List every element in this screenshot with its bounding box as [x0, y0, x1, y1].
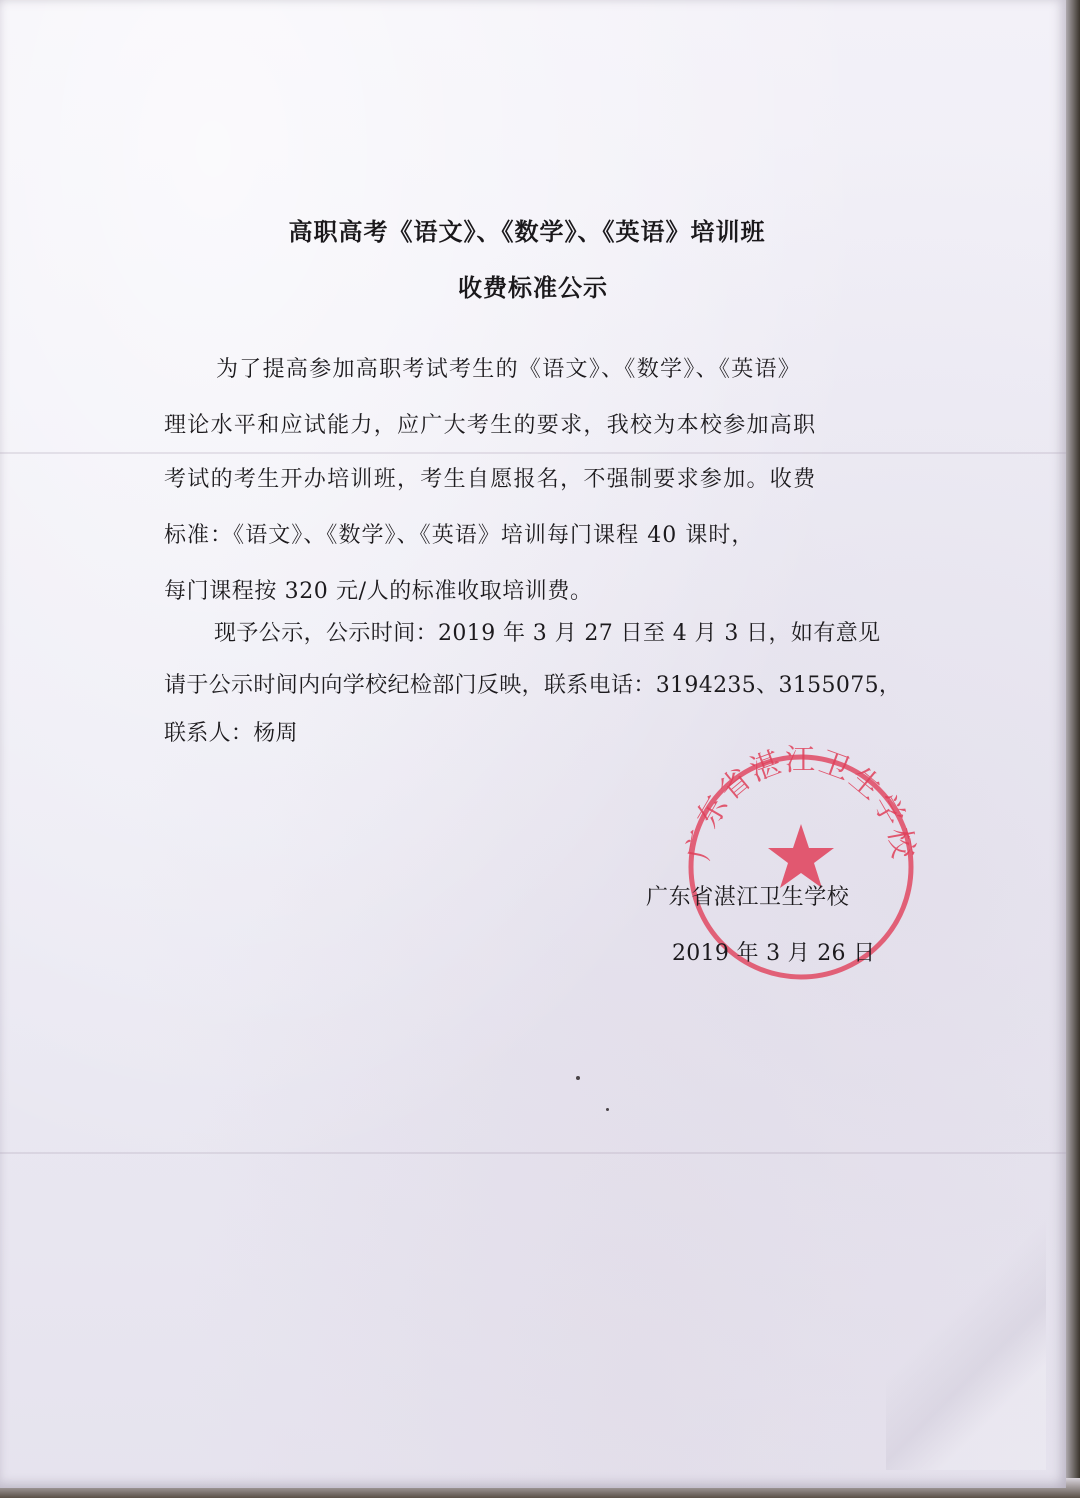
- document-title: 高职高考《语文》、《数学》、《英语》培训班: [288, 218, 766, 246]
- paper-fold-line: [0, 452, 1066, 454]
- body-line: 请于公示时间内向学校纪检部门反映，联系电话：3194235、3155075，: [164, 673, 902, 698]
- paper-speck: [576, 1076, 580, 1080]
- body-line: 标准：《语文》、《数学》、《英语》培训每门课程 40 课时，: [164, 523, 755, 548]
- paper-crease: [886, 1210, 1046, 1470]
- document-subtitle: 收费标准公示: [458, 274, 608, 302]
- body-line: 现予公示，公示时间：2019 年 3 月 27 日至 4 月 3 日，如有意见: [214, 621, 881, 646]
- signature-organization: 广东省湛江卫生学校: [646, 885, 850, 910]
- paper-fold-line: [0, 1152, 1066, 1154]
- paper-speck: [606, 1108, 609, 1111]
- body-line: 每门课程按 320 元/人的标准收取培训费。: [164, 579, 593, 604]
- seal-star-icon: [768, 824, 834, 888]
- body-line: 理论水平和应试能力，应广大考生的要求，我校为本校参加高职: [164, 413, 817, 438]
- seal-text: 广东省湛江卫生学校: [681, 743, 921, 863]
- body-line: 考试的考生开办培训班，考生自愿报名，不强制要求参加。收费: [164, 467, 817, 492]
- contact-person-line: 联系人：杨周: [164, 721, 298, 746]
- signature-date: 2019 年 3 月 26 日: [672, 941, 876, 966]
- body-line: 为了提高参加高职考试考生的《语文》、《数学》、《英语》: [216, 357, 802, 382]
